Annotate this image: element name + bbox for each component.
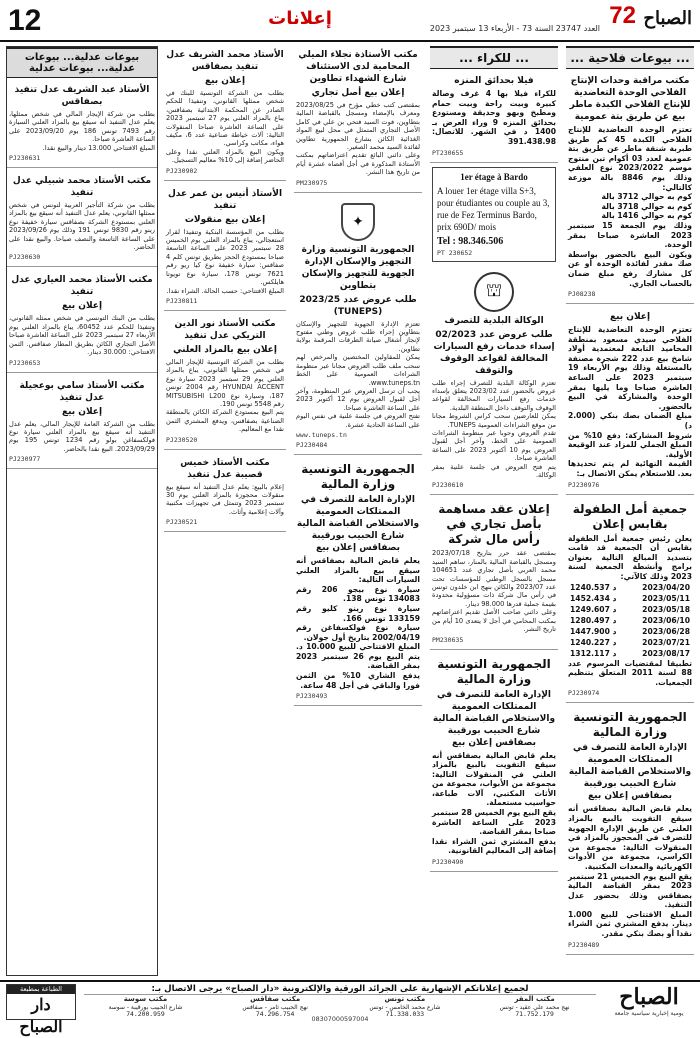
footer-bank-account: 08307000597004 xyxy=(311,1015,369,1023)
payment-amount: 1280.497 د xyxy=(570,615,617,625)
payment-amount: 1447.900 د xyxy=(570,626,617,636)
ad-title: مكتب الأستاذة نجلاء الميلي المحامية لدى الاستئناف شارع الشهداء تطاوين xyxy=(298,50,418,84)
ads-content xyxy=(6,46,694,976)
payment-row xyxy=(568,604,692,615)
office-addr: نهج الحبيب ثامر - صفاقس xyxy=(242,1003,308,1011)
ad-judicial-3 xyxy=(7,271,157,372)
ad-text: بطلب من الشركة التونسية للبنك في شخص ممثلها القانوني، وتنفيذا للحكم الصادر عن المحكمة الابتدائية بصفاقس، يباع بالمزاد العلني يوم 27 سبتمبر 2023 على الساعة العاشرة صباحا المنقولات التالية: آلات خياطة صناعية عدد 6، مكيف هواء، مكاتب وكراسي. ويكون البيع بالمزاد العلني نقدا وعلى الحاضر إضافة إلى 10% معاليم التسجيل. xyxy=(166,89,285,165)
payment-amount: 1240.537 د xyxy=(570,582,617,592)
ad-ref: PJ230630 xyxy=(9,253,41,262)
office-tel[interactable]: 71.338.033 xyxy=(385,1010,425,1018)
payment-amount: 1249.607 د xyxy=(570,604,617,614)
ad-bailiff-4 xyxy=(164,454,286,533)
office-name: مكتب تونس xyxy=(384,995,426,1003)
ad-vehicle-sale xyxy=(294,459,422,706)
ad-subtitle: إعلان بيع أصل تجاري xyxy=(311,88,405,98)
payment-date: 2023/07/21 xyxy=(642,637,690,647)
ad-text: تعتزم الوحدة التعاضدية للإنتاج الفلاحي سيدي مسعود بمنطقة المحاميد التابعة لمعتمدية أولاد شامخ بيع عدد 222 شجرة مصنفة بالمستغلة وذلك يوم الأربعاء 19 سبتمبر 2023 على الساعة العاشرة صباحا وما يليها بمقر الوحدة والمشاركة في البيع بالحضور. مبلغ الضمان بصك بنكي (2.000 د) شروط المشاركة: دفع 10% من المبلغ الجملي للمزاد عند الوقيعة الأولية. القيمة النهائية لم يتم تحديدها بعد. للاستعلام يمكن الاتصال بـ: xyxy=(568,325,692,478)
masthead-logo[interactable] xyxy=(602,2,692,38)
ad-lawyer-office xyxy=(294,46,422,193)
ad-title: 1er étage à Bardo xyxy=(460,171,528,182)
issue-line: العدد 23747 السنة 73 - الأربعاء 13 سبتمبر 2023 xyxy=(429,24,600,33)
ad-title: إعلان بيع xyxy=(609,312,651,323)
ad-association xyxy=(566,499,694,704)
ad-ref: PJ230631 xyxy=(9,154,41,163)
column-judicial-sales xyxy=(6,46,158,976)
office-name: مكتب صفاقس xyxy=(250,995,301,1003)
ad-title: الجمهورية التونسية وزارة المالية xyxy=(573,710,687,740)
ad-bailiff-2 xyxy=(164,185,286,311)
page-header xyxy=(0,0,700,42)
ad-subtitle: إعلان بيع بالمزاد العلني xyxy=(173,344,277,355)
tender-website-link[interactable]: www.tuneps.tn xyxy=(296,430,347,439)
column-4 xyxy=(164,46,286,976)
ad-title: الوكالة البلدية للتصرف xyxy=(444,315,544,326)
ad-ref: PM230635 xyxy=(432,635,464,644)
office-tel[interactable]: 74.296.754 xyxy=(255,1010,295,1018)
ad-ref: PJ230521 xyxy=(166,518,198,527)
payment-date: 2023/04/20 xyxy=(642,582,690,592)
payment-row xyxy=(568,648,692,659)
ad-text: بمقتضى عقد حرر بتاريخ 2023/07/18 ومسجل بالقباضة المالية بالمنار، ساهم السيد محمد العربي بأصل تجاري عدد 104651 مسجل بالسجل الوطني للمؤسسات تحت عدد 2023/07 والكائن بنهج ابن خلدون تونس في رأس مال شركة ذات مسؤولية محدودة بقيمة جملية قدرها 98.000 دينار. وعلى دائني صاحب الأصل تقديم اعتراضاتهم بمكتب المحامي في أجل لا يتعدى 10 أيام من تاريخ النشر. xyxy=(432,549,557,634)
ad-text: بطلب من البنك التونسي في شخص ممثله القانوني، وتنفيذا للحكم عدد 60452، يباع بالمزاد العلني يوم الأربعاء 27 سبتمبر 2023 على الساعة العاشرة صباحا الأصل التجاري الكائن بطريق المطار صفاقس. الثمن الافتتاحي: 30.000 دينار. xyxy=(6,314,156,357)
ad-title: مكتب الأستاذ خميس قصيبة عدل تنفيذ xyxy=(180,457,270,480)
footer-logo-tagline: يومية إخبارية سياسية جامعة xyxy=(614,1010,684,1017)
ad-text: بطلب من المؤسسة البنكية وتنفيذا لقرار استعجالي، يباع بالمزاد العلني يوم الخميس 28 سبتمبر 2023 على الساعة التاسعة صباحا بمستودع الحجز بطريق تونس كلم 4 صفاقس: سيارة خفيفة نوع كيا ريو رقم 7621 تونس 178، سيارة نوع تويوتا هايلكس. المبلغ الافتتاحي: حسب الحالة. الشراء نقدا. xyxy=(166,227,284,295)
ad-business-contribution xyxy=(430,499,558,649)
ad-ref: PJ230976 xyxy=(568,480,600,489)
ad-title: الجمهورية التونسية وزارة التجهيز والإسكان الإدارة الجهوية للتجهيز والإسكان بتطاوين xyxy=(301,244,415,291)
printer-logo-caption: الطباعة بمطبعة xyxy=(7,985,75,994)
republic-emblem-icon: ✦ xyxy=(341,203,375,241)
footer-office xyxy=(84,995,207,1018)
ad-text: تطبيقا لمقتضيات المرسوم عدد 88 لسنة 2011 المتعلق بتنظيم الجمعيات. xyxy=(565,658,692,687)
ad-text: A louer 1er étage villa S+3, pour étudiantes ou couple au 3, rue de Fez Terminus Bardo, prix 690D/ mois xyxy=(437,185,550,232)
ad-subtitle: طلب عروض عدد 02/2023 إسداء خدمات رفع السيارات المخالفة لقواعد الوقوف والتوقف xyxy=(433,329,555,376)
ad-text: تعتزم الوكالة البلدية للتصرف إجراء طلب عروض بالحضور عدد 2023/02 يتعلق بإسداء خدمات رفع السيارات المخالفة لقواعد الوقوف والتوقف داخل المنطقة البلدية. يمكن للعارضين سحب كراس الشروط مجانا من موقع الشراءات العمومية TUNEPS. تقدم العروض وجوبا عبر منظومة الشراءات العمومية على الخط، وآخر أجل لقبول العروض يوم 10 أكتوبر 2023 على الساعة العاشرة صباحا. يتم فتح العروض في جلسة علنية بمقر الوكالة. xyxy=(432,378,556,480)
ad-title: الأستاذ عبد الشريف عدل تنفيذ بصفاقس xyxy=(14,85,150,107)
ad-ref: PT 230652 xyxy=(437,248,473,257)
footer-logo-name: الصباح xyxy=(619,984,679,1010)
ad-text: بمقتضى كتب خطي مؤرخ في 2023/08/25 ومعرف بالإمضاء ومسجل بالقباضة المالية بتطاوين، فوت السيد فتحي بن علي في كامل الأصل التجاري المتمثل في محل لبيع المواد الغذائية الكائن بشارع الجمهورية تطاوين لفائدة السيد محمد الصغير. وعلى دائني البائع تقديم اعتراضاتهم بمكتب الأستاذة المذكورة في أجل أقصاه عشرة أيام من تاريخ هذا النشر. xyxy=(296,101,420,177)
ad-text: يعلن رئيس جمعية أمل الطفولة بقابس أن الجمعية قد قامت بتسديد المبالغ التالية بعنوان برامج وأنشطة الجمعية لسنة 2023 وذلك كالآتي: xyxy=(565,533,692,581)
ad-ref: PJ230484 xyxy=(296,440,328,449)
ad-text: يعلم قابض المالية بصفاقس أنه سيقع التفويت بالبيع بالمزاد العلني في المنقولات التالية: مجموعة من الأبواب، مجموعة من الأثاث المكتبي، آلات طباعة، حواسيب مستعملة. يقع البيع يوم الخميس 28 سبتمبر 2023 على الساعة العاشرة صباحا بمقر القباضة. يدفع المشتري ثمن الشراء نقدا إضافة إلى المعاليم القانونية. xyxy=(432,750,556,856)
ad-text: تعتزم الإدارة الجهوية للتجهيز والإسكان بتطاوين إجراء طلب عروض وطني مفتوح لإنجاز أشغال صيانة الطرقات المرقمة بولاية تطاوين. يمكن للمقاولين المختصين والمرخص لهم سحب ملف طلب العروض مجانا عبر منظومة الشراءات العمومية على الخط www.tuneps.tn. يجب أن ترسل العروض عبر المنظومة، وآخر أجل لقبول العروض يوم 12 أكتوبر 2023 على الساعة العاشرة صباحا. تفتح العروض في جلسة علنية في نفس اليوم على الساعة الحادية عشرة. xyxy=(296,319,420,429)
ad-title: الأستاذ محمد الشريف عدل تنفيذ بصفاقس xyxy=(166,50,284,72)
payment-row xyxy=(568,615,692,626)
ad-ref: PJ230490 xyxy=(432,858,464,867)
ad-judicial-2 xyxy=(7,172,157,267)
ad-subtitle: إعلان بيع xyxy=(204,76,246,86)
payment-date: 2023/06/28 xyxy=(642,626,690,636)
ad-ref: PJ230902 xyxy=(166,166,198,175)
ad-ref: PJ08238 xyxy=(568,290,596,299)
ad-bardo-rent xyxy=(432,167,556,262)
ad-text: بطلب من شركة الإيجار المالي في شخص ممثلها، يعلم عدل التنفيذ أنه سيقع بيع بالمزاد العلني السيارة رقم 7493 تونس 186 يوم 2023/09/20 على الساعة العاشرة صباحا. المبلغ الافتتاحي 13.000 دينار والبيع نقدا. xyxy=(9,110,155,152)
ad-ref: PT230655 xyxy=(432,148,464,157)
office-name: مكتب المقر xyxy=(514,995,555,1003)
payment-row xyxy=(568,582,692,593)
page-footer xyxy=(0,980,700,1036)
ad-tree-sale xyxy=(566,308,694,495)
ad-title: إعلان عقد مساهمة بأصل تجاري في رأس مال شركة xyxy=(438,502,550,547)
logo-name: الصباح xyxy=(643,8,692,29)
payment-amount: 1312.117 د xyxy=(570,648,617,658)
printer-logo-name: دار الصباح xyxy=(19,995,63,1036)
ad-equipment-tender xyxy=(294,197,422,455)
office-tel[interactable]: 71.752.179 xyxy=(515,1010,554,1018)
section-head-rent: ... للكراء ... xyxy=(430,46,558,69)
ad-text: بطلب من الشركة التونسية للإيجار المالي في شخص ممثلها القانوني، يباع بالمزاد العلني يوم 29 سبتمبر 2023 سيارة نوع HYUNDAI ACCENT رقم 2004 تونس 187، وسيارة نوع MITSUBISHI L200 رقم 5548 تونس 190. يتم البيع بمستودع الشركة الكائن بالمنطقة الصناعية بصفاقس، ويدفع المشتري الثمن نقدا مع المعاليم. xyxy=(166,357,284,434)
ad-ref: PJ230811 xyxy=(166,296,198,305)
ad-ref: PJ230653 xyxy=(9,358,41,367)
ad-subtitle: إعلان بيع منقولات xyxy=(184,214,266,225)
ad-title: مكتب الأستاذ محمد العياري عدل تنفيذ xyxy=(11,275,153,298)
payment-row xyxy=(568,626,692,637)
ad-title: الأستاذ أنيس بن عمر عدل تنفيذ xyxy=(167,188,283,211)
ad-ref: PJ230974 xyxy=(568,689,600,698)
ad-ref: PJ230493 xyxy=(296,692,328,701)
ad-title: فيلا بحدائق المنزه xyxy=(454,76,534,86)
ad-finance-sale xyxy=(566,707,694,954)
payment-amount: 1240.227 د xyxy=(570,637,617,647)
ad-text: بطلب من شركة التأجير العربية لتونس في شخص ممثلها القانوني، يعلم عدل التنفيذ أنه سيقع بيع بالمزاد العلني بمستودع الشركة بصفاقس سيارة خفيفة نوع رينو رقم 9830 تونس 191 وذلك يوم 2023/09/26 على الساعة التاسعة والنصف صباحا. والبيع نقدا على الحاضر. xyxy=(6,201,155,252)
ad-title: الجمهورية التونسية وزارة المالية xyxy=(301,461,415,491)
section-head-agriculture: ... بيوعات فلاحية ... xyxy=(566,46,694,69)
ad-ref: PJ230520 xyxy=(166,435,198,444)
ad-text: للكراء فيلا بها 4 غرف وصالة كبيرة وبيت راحة وبيت حمام ومطبخ وبهو وحديقة ومستودع بحدائق المنزه 9 وراء العرض بـ 1400 د في الشهر. للاتصال: 391.438.98 xyxy=(429,89,557,146)
ad-villa-rent xyxy=(430,72,558,163)
ad-text: بطلب من الشركة العامة للإيجار المالي، يعلم عدل التنفيذ أنه سيقع بيع بالمزاد العلني سيارة نوع فولكسفاغن بولو رقم 1234 تونس 195 يوم 2023/09/29. البيع نقدا بالحاضر. xyxy=(6,419,155,453)
office-addr: شارع محمد الخامس - تونس xyxy=(369,1003,441,1011)
payment-row xyxy=(568,637,692,648)
ad-bailiff-3 xyxy=(164,315,286,450)
footer-banner: لجميع إعلاناتكم الإشهارية على الجرائد الورقية والإلكترونية «دار الصباح» يرجى الاتصال بـ: xyxy=(84,984,596,995)
ad-title: مكتب الأستاذ محمد شبيلي عدل تنفيذ xyxy=(12,176,152,199)
payment-date: 2023/08/17 xyxy=(642,648,690,658)
office-addr: شارع الحبيب بورقيبة - سوسة xyxy=(108,1003,183,1011)
ad-subtitle: الإدارة العامة للتصرف في الممتلكات العمومية والاستخلاص القباضة المالية شارع الحبيب بورقيبة بصفاقس إعلان بيع xyxy=(296,494,420,553)
section-head-judicial: بيوعات عدلية... بيوعات عدلية... بيوعات عدلية xyxy=(7,47,157,78)
ad-subtitle: الإدارة العامة للتصرف في الممتلكات العمومية والاستخلاص القباضة المالية شارع الحبيب بورقيبة بصفاقس إعلان بيع xyxy=(432,689,556,748)
ad-title: مكتب الأستاذ سامي بوعجيلة عدل تنفيذ xyxy=(19,380,145,403)
ad-subtitle: طلب عروض عدد 2023/25 (TUNEPS) xyxy=(299,294,417,317)
ad-title: مكتب مراقبة وحدات الإنتاج الفلاحي الوحدة التعاضدية للإنتاج الفلاحي الكبدة ماطر بيع عن طريق بتة عمومية xyxy=(569,76,691,122)
column-2 xyxy=(430,46,558,976)
printer-logo[interactable] xyxy=(6,984,76,1036)
payment-row xyxy=(568,593,692,604)
ad-judicial-4 xyxy=(7,377,157,470)
ad-text: يعلم قابض المالية بصفاقس أنه سيقع التفويت بالبيع بالمزاد العلني عن طريق الإدارة الجهوية للتصرف في المحجوز بالمزاد في المنقولات التالية: مجموعة من الكراسي، مجموعة من الأدوات الكهربائية والمعدات المكتبية. يقع البيع يوم الخميس 21 سبتمبر 2023 بمقر القباضة المالية بصفاقس وذلك بحضور عدل التنفيذ. المبلغ الافتتاحي للبيع 1.000 دينار. يدفع المشتري ثمن الشراء نقدا أو بصك بنكي مقدر. xyxy=(568,804,692,939)
ad-ref: PJ230610 xyxy=(432,481,464,490)
ad-bailiff-1 xyxy=(164,46,286,181)
payment-amount: 1452.434 د xyxy=(570,593,617,603)
ad-ref: PJ230489 xyxy=(568,940,600,949)
ad-phone: Tel : 98.346.506 xyxy=(437,235,504,247)
footer-office xyxy=(473,995,596,1018)
footer-office xyxy=(343,995,466,1018)
page-number: 12 xyxy=(8,4,42,37)
footer-office xyxy=(214,995,337,1018)
ad-judicial-1 xyxy=(7,81,157,168)
ad-municipal-tender xyxy=(430,266,558,496)
column-3 xyxy=(294,46,422,976)
payment-date: 2023/05/18 xyxy=(642,604,690,614)
ad-subtitle: إعلان بيع xyxy=(61,301,103,312)
office-name: مكتب سوسة xyxy=(123,995,168,1003)
payment-date: 2023/06/10 xyxy=(642,615,690,625)
ad-subtitle: إعلان بيع xyxy=(61,406,103,417)
footer-logo[interactable] xyxy=(604,984,694,1020)
ad-title: جمعية أمل الطفولة بقابس إعلان xyxy=(572,501,688,531)
section-title: إعلانات xyxy=(268,8,332,29)
logo-number: 72 xyxy=(609,2,636,29)
ad-title: مكتب الأستاذ نور الدين التريكي عدل تنفيذ xyxy=(174,318,276,341)
municipal-seal-icon: ⛫ xyxy=(474,272,514,312)
ad-text: إعلام بالبيع: يعلم عدل التنفيذ أنه سيقع بيع منقولات محجوزة بالمزاد العلني يوم 30 سبتمبر 2023 وتتمثل في تجهيزات مكتبية وآلات إعلامية وأثاث. xyxy=(163,482,284,516)
office-tel[interactable]: 74.200.959 xyxy=(126,1010,165,1018)
payment-list xyxy=(568,582,692,659)
ad-title: الجمهورية التونسية وزارة المالية xyxy=(437,656,551,686)
ad-ref: PM230975 xyxy=(296,178,328,187)
office-addr: نهج محمد علي عقيد - تونس xyxy=(499,1003,570,1011)
ad-text: يعلم قابض المالية بصفاقس أنه سيقع بيع بالمزاد العلني السيارات التالية: سيارة نوع بيجو 206 رقم 134083 تونس 138. سيارة نوع رينو كليو رقم 133159 تونس 166. سيارة نوع فولكسفاغن رقم 2002/04/19 بتاريخ أول جولان. المبلغ الافتتاحي للبيع 10.000 د. يتم البيع يوم 26 سبتمبر 2023 بمقر القباضة. يدفع الشاري 10% من الثمن فورا والباقي في أجل 48 ساعة. xyxy=(296,555,420,690)
column-1 xyxy=(566,46,694,976)
ad-ref: PJ230977 xyxy=(9,455,41,464)
ad-text: تعتزم الوحدة التعاضدية للإنتاج الفلاحي الكبدة 45 كم طريق طبربة شنقة ماطر عن طريق بتة عمومية لعدد 03 أكوام تبن منتوج موسم 2023/2022 نوع العلفي وذلك يوم 8846 بالة موزعة كالتالي: كوم به حوالي 3712 بالة كوم به حوالي 3718 بالة كوم به حوالي 1416 بالة وذلك يوم الجمعة 15 سبتمبر 2023 العاشرة صباحا بمقر الوحدة. ويكون البيع بالحضور بواسطة صك مقدر لفائدة الوحدة أو عن كل مشارك رفع مبلغ ضمان بالحساب الجاري. xyxy=(568,125,693,288)
payment-date: 2023/05/11 xyxy=(642,593,690,603)
footer-offices xyxy=(84,995,596,1018)
ad-subtitle: الإدارة العامة للتصرف في الممتلكات العمومية والاستخلاص القباضة المالية شارع الحبيب بورقيبة بصفاقس إعلان بيع xyxy=(568,743,692,802)
ad-agri-unit xyxy=(566,72,694,304)
ad-finance-sale-2 xyxy=(430,654,558,873)
